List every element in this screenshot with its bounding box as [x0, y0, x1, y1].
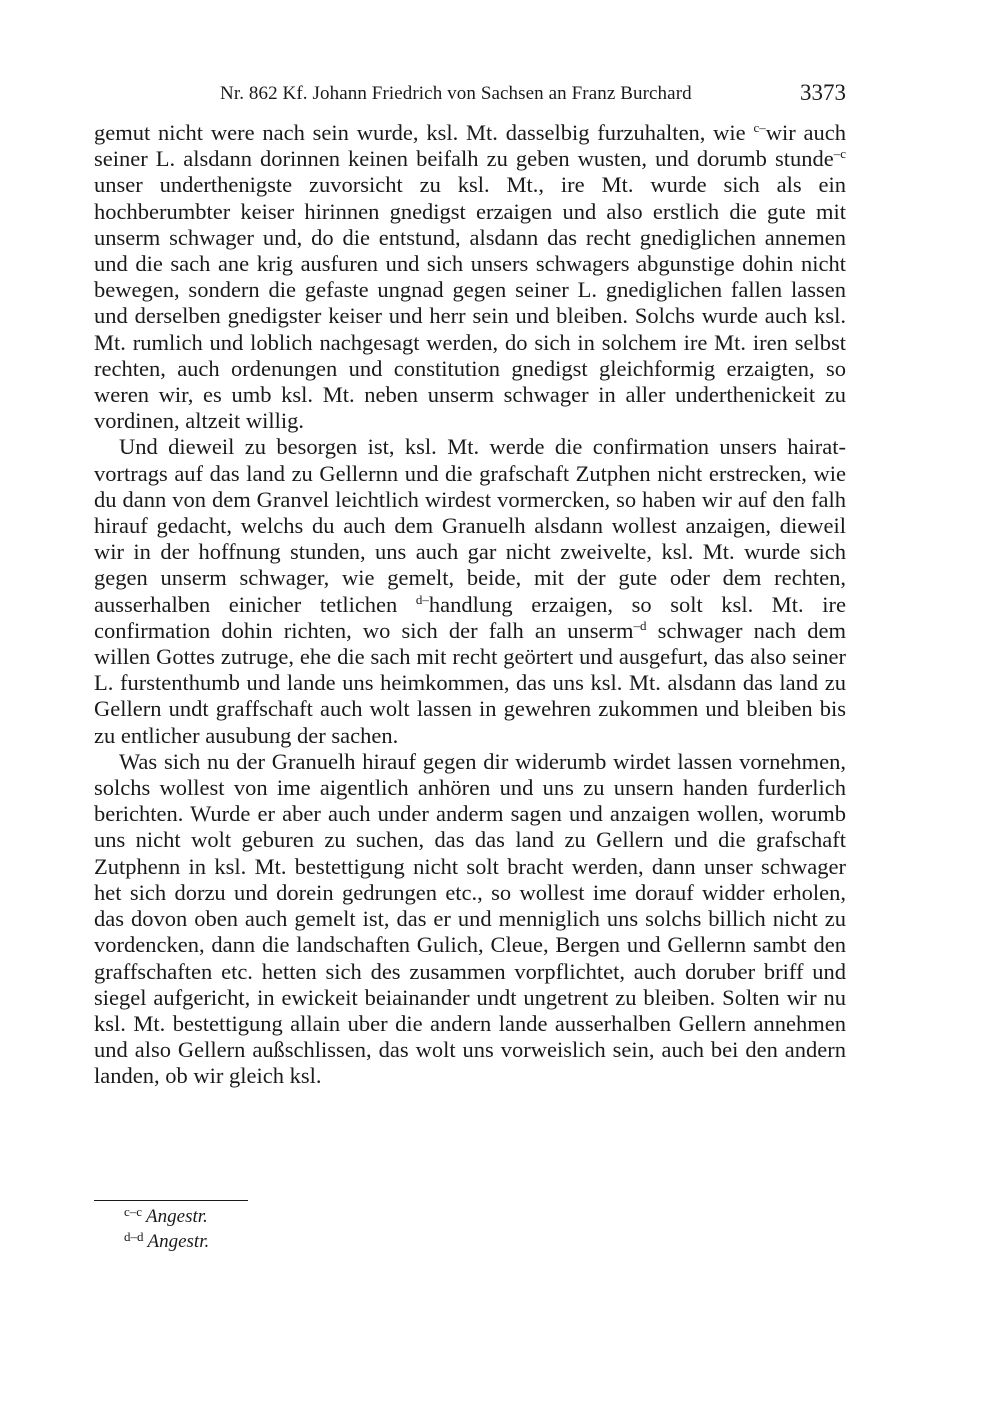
paragraph-2-part-3: schwager nach dem willen Gottes zutruge, ehe die sach mit recht geörtert und ausgefurt, das also seiner L. furstenthumb und lande uns heimkommen, das uns ksl. Mt. alsdann das land zu Gellern undt graffschaft auch wolt lassen in gewehren zukommen und bleiben bis zu entlicher ausubung der sachen. [94, 617, 847, 748]
paragraph-1-part-1: gemut nicht were nach sein wurde, ksl. Mt. dasselbig furzuhalten, wie [94, 120, 754, 145]
footnote-mark: d–d [124, 1229, 144, 1244]
main-text [94, 120, 846, 1090]
note-mark-c-open: c– [753, 120, 766, 135]
running-head [94, 80, 846, 110]
page-number: 3373 [800, 80, 846, 105]
running-title: Nr. 862 Kf. Johann Friedrich von Sachsen an Franz Burchard [220, 83, 692, 104]
footnotes [124, 1204, 209, 1254]
paragraph-2-part-1: Und dieweil zu besorgen ist, ksl. Mt. werde die confirmation unsers hairatvortrags auf das land zu Gellernn und die grafschaft Zutphen nicht erstrecken, wie du dann von dem Granvel leichtlich wirdest vormercken, so haben wir auf den falh hirauf gedacht, welchs du auch dem Granuelh alsdann wollest anzaigen, dieweil wir in der hoffnung stunden, uns auch gar nicht zweivelte, ksl. Mt. wurde sich gegen unserm schwager, wie gemelt, beide, mit der gute oder dem rechten, ausserhalben einicher tetlichen [94, 434, 846, 617]
document-page [94, 0, 846, 1418]
footnote-c [124, 1204, 209, 1229]
paragraph-1-part-3: unser underthenigste zuvorsicht zu ksl. Mt., ire Mt. wurde sich als ein hochberumbter keiser hirinnen gnedigst erzaigen und also erstlich die gute mit unserm schwager und, do die entstund, alsdann das recht gnediglichen annemen und die sach ane krig ausfuren und sich unsers schwagers abgunstige dohin nicht bewegen, sondern die gefaste ungnad gegen seiner L. gnediglichen fallen lassen und derselben gnedigster keiser und herr sein und bleiben. Solchs wurde auch ksl. Mt. rumlich und loblich nachgesagt werden, do sich in solchem ire Mt. iren selbst rechten, auch ordenungen und constitution gnedigst gleichformig erzaigten, so weren wir, es umb ksl. Mt. neben unserm schwager in aller underthenickeit zu vordinen, altzeit willig. [94, 172, 846, 434]
note-mark-d-open: d– [415, 591, 429, 607]
footnote-rule [94, 1200, 248, 1201]
footnote-mark: c–c [124, 1204, 143, 1219]
paragraph-2-part-2: handlung erzaigen, so solt ksl. Mt. ire confirmation dohin richten, wo sich der falh an unserm [94, 591, 846, 643]
footnote-d [124, 1229, 209, 1254]
footnote-text: Angestr. [146, 1206, 208, 1227]
footnote-text: Angestr. [147, 1231, 210, 1252]
paragraph-1 [94, 120, 846, 434]
paragraph-1-part-2: wir auch seiner L. alsdann dorinnen keinen beifalh zu geben wusten, und dorumb stunde [94, 120, 847, 172]
note-mark-c-close: –c [833, 146, 846, 162]
paragraph-2 [94, 434, 846, 748]
paragraph-3: Was sich nu der Granuelh hirauf gegen dir widerumb wirdet lassen vornehmen, solchs wollest von ime aigentlich anhören und uns zu unsern handen furderlich berichten. Wurde er aber auch under anderm sagen und anzaigen wollen, worumb uns nicht wolt geburen zu suchen, das das land zu Gellern und die grafschaft Zutphenn in ksl. Mt. bestettigung nicht solt bracht werden, dann unser schwager het sich dorzu und dorein gedrungen etc., so wollest ime dorauf widder erholen, das dovon oben auch gemelt ist, das er und menniglich uns solchs billich nicht zu vordencken, dann die landschaften Gulich, Cleue, Bergen und Gellernn sambt den graffschaften etc. hetten sich des zusammen vorpflichtet, auch doruber briff und siegel aufgericht, in ewickeit beiainander undt ungetrent zu bleiben. Solten wir nu ksl. Mt. bestettigung allain uber die andern lande ausserhalben Gellern annehmen und also Gellern außschlissen, das wolt uns vorweislich sein, auch bei den andern landen, ob wir gleich ksl. [94, 748, 846, 1089]
note-mark-d-close: –d [633, 617, 647, 633]
